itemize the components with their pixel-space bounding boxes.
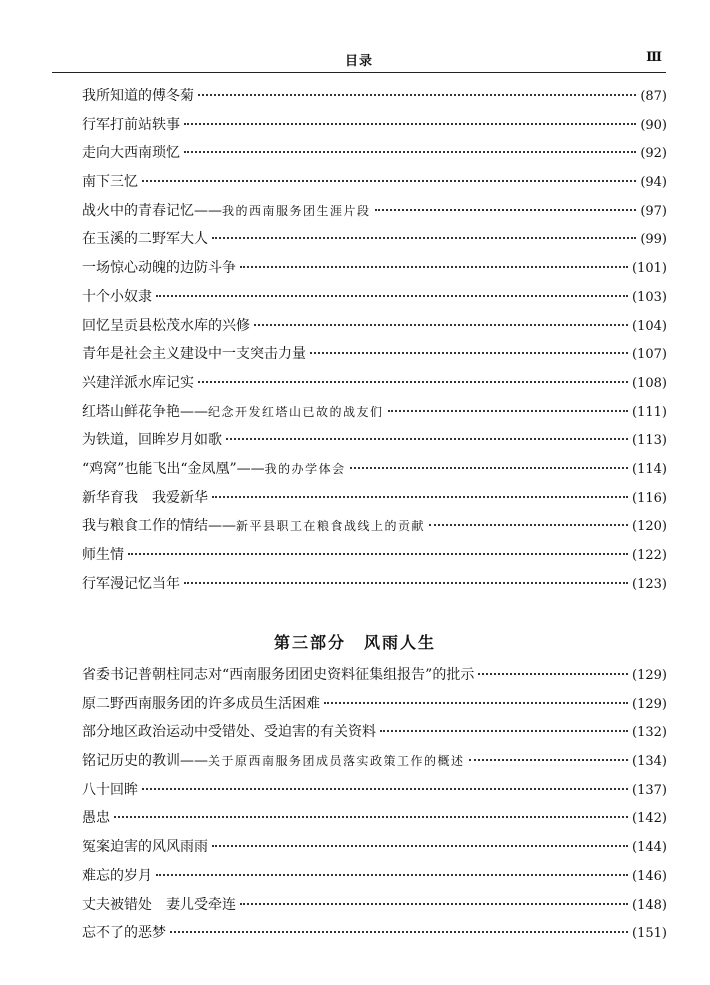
toc-entry-page: (142) bbox=[632, 811, 667, 827]
toc-entry-page: (92) bbox=[640, 146, 667, 162]
dot-leader bbox=[226, 438, 628, 440]
toc-entry bbox=[82, 228, 667, 257]
toc-entry-title: 十个小奴隶 bbox=[82, 288, 152, 305]
toc-entry bbox=[82, 343, 667, 372]
dot-leader bbox=[142, 180, 636, 182]
toc-entry bbox=[82, 836, 667, 865]
toc-entry-subtitle: 关于原西南服务团成员落实政策工作的概述 bbox=[208, 754, 465, 769]
toc-entry bbox=[82, 894, 667, 923]
toc-entry-title: 兴建洋派水库记实 bbox=[82, 374, 194, 391]
toc-entry-page: (148) bbox=[632, 897, 667, 913]
toc-entry-title: 师生情 bbox=[82, 547, 124, 563]
toc-entry-title: 难忘的岁月 bbox=[82, 867, 152, 884]
dot-leader bbox=[350, 467, 628, 469]
toc-entry bbox=[82, 515, 667, 544]
toc-entry-subtitle: 新平县职工在粮食战线上的贡献 bbox=[236, 519, 426, 534]
toc-entry-title: 南下三忆 bbox=[82, 174, 138, 191]
toc-entry-title: 新华育我 我爱新华 bbox=[82, 489, 208, 506]
toc-entry-page: (113) bbox=[632, 433, 667, 449]
dot-leader bbox=[198, 381, 628, 383]
toc-entry-title: 回忆呈贡县松茂水库的兴修 bbox=[82, 317, 250, 334]
toc-entry-title: 走向大西南琐忆 bbox=[82, 145, 180, 162]
toc-entry bbox=[82, 114, 667, 143]
dot-leader bbox=[469, 759, 629, 761]
dot-leader bbox=[429, 524, 628, 526]
toc-entry-page: (111) bbox=[632, 404, 667, 420]
page-header bbox=[52, 50, 666, 73]
dot-leader bbox=[388, 410, 629, 412]
dot-leader bbox=[114, 816, 628, 818]
dot-leader bbox=[212, 237, 636, 239]
toc-entry-page: (94) bbox=[640, 175, 667, 191]
toc-entry-page: (146) bbox=[632, 868, 667, 884]
toc-entry-page: (108) bbox=[632, 375, 667, 391]
dot-leader bbox=[240, 903, 628, 905]
toc-entry-title: 八十回眸 bbox=[82, 781, 138, 798]
toc-entry bbox=[82, 779, 667, 808]
toc-entry-page: (90) bbox=[640, 117, 667, 133]
toc-entry bbox=[82, 401, 667, 430]
toc-entry-page: (144) bbox=[632, 840, 667, 856]
toc-entry-title: 原二野西南服务团的许多成员生活困难 bbox=[82, 695, 320, 712]
toc-entry bbox=[82, 573, 667, 602]
toc-entry-title: 我所知道的傅冬菊 bbox=[82, 88, 194, 104]
toc-entry bbox=[82, 85, 667, 114]
dot-leader bbox=[184, 582, 628, 584]
dot-leader bbox=[198, 94, 636, 96]
toc-entry bbox=[82, 458, 667, 487]
toc-entry bbox=[82, 487, 667, 516]
toc-entry-title: 丈夫被错处 妻儿受牵连 bbox=[82, 896, 236, 913]
dot-leader bbox=[142, 788, 628, 790]
toc-entry-page: (134) bbox=[632, 754, 667, 770]
dot-leader bbox=[184, 151, 636, 153]
toc-entry-page: (114) bbox=[632, 461, 667, 477]
toc-entry-title: 铭记历史的教训—— bbox=[82, 753, 208, 770]
toc-entry bbox=[82, 171, 667, 200]
dot-leader bbox=[170, 931, 628, 933]
toc-entry-title: 行军漫记忆当年 bbox=[82, 575, 180, 592]
page-title: 目录 bbox=[344, 54, 373, 69]
toc-entry-page: (122) bbox=[632, 548, 667, 563]
toc-entry bbox=[82, 544, 667, 573]
dot-leader bbox=[324, 702, 628, 704]
toc-entry-title: 部分地区政治运动中受错处、受迫害的有关资料 bbox=[82, 724, 376, 741]
toc-entry-title: 为铁道，回眸岁月如歌 bbox=[82, 432, 222, 449]
toc-entry-page: (129) bbox=[632, 668, 667, 683]
toc-entry bbox=[82, 429, 667, 458]
dot-leader bbox=[184, 123, 636, 125]
toc-entry-subtitle: 我的办学体会 bbox=[264, 461, 346, 476]
toc-entry-page: (103) bbox=[632, 289, 667, 305]
toc-entry-title: 我与粮食工作的情结—— bbox=[82, 518, 236, 535]
toc-entry-page: (87) bbox=[640, 89, 667, 104]
toc-entry-page: (132) bbox=[632, 725, 667, 741]
dot-leader bbox=[254, 324, 628, 326]
toc-entry-subtitle: 我的西南服务团生涯片段 bbox=[222, 203, 371, 218]
toc-entry bbox=[82, 315, 667, 344]
toc-entry-page: (151) bbox=[632, 926, 667, 942]
toc-entry-page: (97) bbox=[640, 203, 667, 219]
toc-entry bbox=[82, 286, 667, 315]
toc-entry bbox=[82, 142, 667, 171]
toc-entry-title: “鸡窝”也能飞出“金凤凰”—— bbox=[82, 460, 265, 477]
toc-entry-title: 一场惊心动魄的边防斗争 bbox=[82, 260, 236, 277]
toc-entry-title: 行军打前站轶事 bbox=[82, 116, 180, 133]
toc-entry bbox=[82, 807, 667, 836]
toc-entry-title: 省委书记普朝柱同志对“西南服务团团史资料征集组报告”的批示 bbox=[82, 667, 475, 683]
toc-entry bbox=[82, 721, 667, 750]
toc-entry-page: (129) bbox=[632, 696, 667, 712]
dot-leader bbox=[375, 209, 637, 211]
section-heading: 第三部分 风雨人生 bbox=[273, 633, 436, 652]
toc-entry bbox=[82, 664, 667, 693]
toc-entry-page: (116) bbox=[632, 490, 667, 506]
dot-leader bbox=[128, 553, 628, 555]
toc-entry-title: 在玉溪的二野军大人 bbox=[82, 231, 208, 248]
toc-entry bbox=[82, 750, 667, 779]
toc-entry bbox=[82, 693, 667, 722]
dot-leader bbox=[156, 874, 628, 876]
toc-entry-page: (101) bbox=[632, 261, 667, 277]
dot-leader bbox=[380, 730, 628, 732]
toc-entry-title: 忘不了的恶梦 bbox=[82, 925, 166, 942]
toc-entry bbox=[82, 257, 667, 286]
toc-entry-page: (123) bbox=[632, 576, 667, 592]
toc-entry-title: 冤案迫害的风风雨雨 bbox=[82, 839, 208, 856]
toc-entry bbox=[82, 372, 667, 401]
toc-entry bbox=[82, 200, 667, 229]
toc-entry-page: (120) bbox=[632, 519, 667, 535]
toc-entry-page: (104) bbox=[632, 318, 667, 334]
toc-entry-page: (137) bbox=[632, 782, 667, 798]
toc-entry bbox=[82, 865, 667, 894]
toc-entry-title: 青年是社会主义建设中一支突击力量 bbox=[82, 346, 306, 363]
toc-entry-page: (107) bbox=[632, 347, 667, 363]
dot-leader bbox=[478, 673, 628, 675]
page-number: Ⅲ bbox=[646, 50, 662, 65]
toc-section-3 bbox=[82, 664, 667, 951]
toc-entry-title: 战火中的青春记忆—— bbox=[82, 202, 222, 219]
dot-leader bbox=[156, 295, 628, 297]
toc-entry-title: 红塔山鲜花争艳—— bbox=[82, 403, 208, 420]
toc-section-2-continued bbox=[82, 85, 667, 601]
dot-leader bbox=[212, 845, 628, 847]
toc-entry bbox=[82, 922, 667, 951]
toc-entry-subtitle: 纪念开发红塔山已故的战友们 bbox=[208, 404, 384, 419]
dot-leader bbox=[212, 496, 628, 498]
dot-leader bbox=[240, 266, 628, 268]
toc-entry-title: 愚忠 bbox=[82, 810, 110, 827]
toc-entry-page: (99) bbox=[640, 232, 667, 248]
dot-leader bbox=[310, 352, 628, 354]
